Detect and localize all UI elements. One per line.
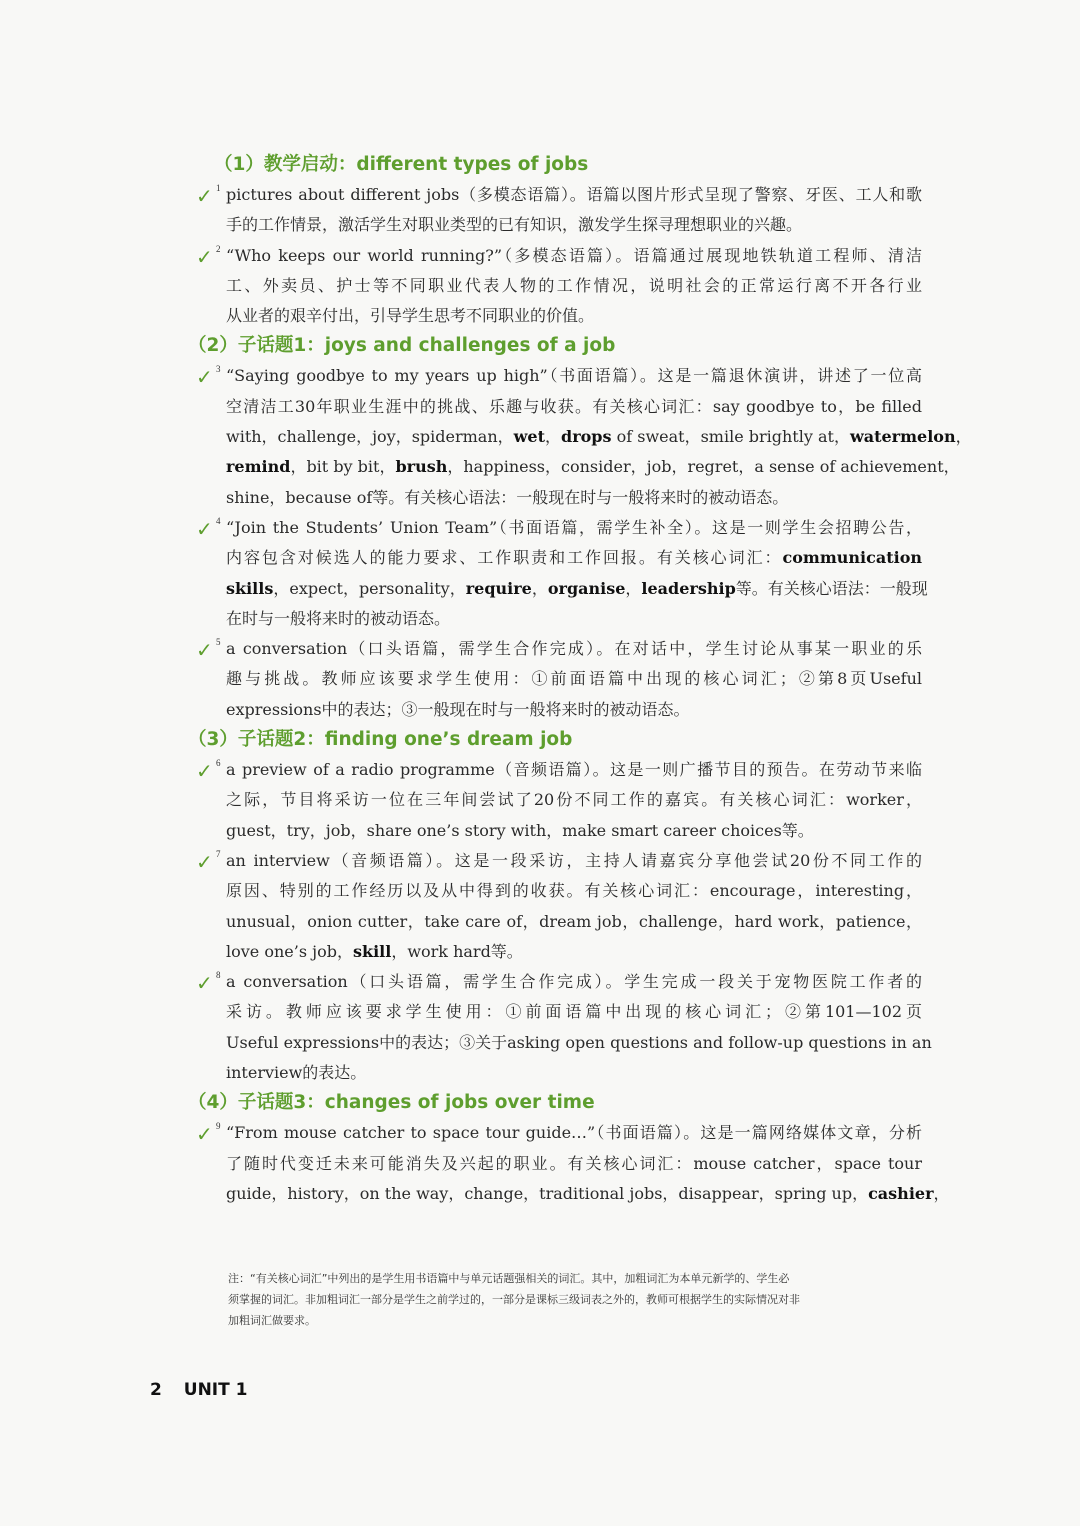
text-line: a conversation（口头语篇，需学生合作完成）。学生完成一段关于宠物医院工作者的 <box>226 972 922 992</box>
list-item <box>188 180 924 241</box>
text-line: Useful expressions中的表达；③关于asking open questions and follow-up questions in an <box>226 1032 932 1052</box>
unit-label: UNIT 1 <box>183 1380 248 1400</box>
item-number: 9 <box>216 1121 221 1132</box>
text-line: guest，try，job，share one’s story with，make smart career choices等。 <box>226 820 814 840</box>
footnote-line: 须掌握的词汇。非加粗词汇一部分是学生之前学过的，一部分是课标三级词表之外的，教师可根据学生的实际情况对非 <box>228 1293 800 1306</box>
text-line: 内容包含对候选人的能力要求、工作职责和工作回报。有关核心词汇：communication <box>226 548 922 568</box>
text-line: 从业者的艰辛付出，引导学生思考不同职业的价值。 <box>226 306 595 326</box>
list-item <box>188 755 924 846</box>
text-line: an interview（音频语篇）。这是一段采访，主持人请嘉宾分享他尝试20份不同工作的 <box>226 850 922 870</box>
list-item <box>188 241 924 332</box>
section-heading: （4）子话题3：changes of jobs over time <box>188 1092 595 1114</box>
text-line: pictures about different jobs（多模态语篇）。语篇以图片形式呈现了警察、牙医、工人和歌 <box>226 185 922 204</box>
checkmark-icon: ✓ 9 <box>196 1121 221 1147</box>
text-line: “Join the Students’ Union Team”（书面语篇，需学生补全）。这是一则学生会招聘公告， <box>226 517 922 537</box>
text-line: a conversation（口头语篇，需学生合作完成）。在对话中，学生讨论从事某一职业的乐 <box>226 639 922 659</box>
page-footer <box>150 1380 247 1400</box>
checkmark-icon: ✓ 3 <box>196 364 221 390</box>
item-number: 5 <box>216 637 221 648</box>
item-number: 7 <box>216 848 221 859</box>
text-line: 空清洁工30年职业生涯中的挑战、乐趣与收获。有关核心词汇：say goodbye to，be filled <box>226 396 922 416</box>
text-line: 采访。教师应该要求学生使用：①前面语篇中出现的核心词汇；②第101—102页 <box>226 1002 922 1022</box>
main-content <box>188 150 972 1209</box>
text-line: shine，because of等。有关核心语法：一般现在时与一般将来时的被动语态。 <box>226 487 789 507</box>
list-item <box>188 1118 950 1209</box>
text-line: unusual，onion cutter，take care of，dream job，challenge，hard work，patience， <box>226 911 923 931</box>
checkmark-icon: ✓ 1 <box>196 183 221 208</box>
text-line: “Who keeps our world running?”（多模态语篇）。语篇通过展现地铁轨道工程师、清洁 <box>226 245 922 265</box>
list-item <box>188 634 924 725</box>
text-line: 工、外卖员、护士等不同职业代表人物的工作情况，说明社会的正常运行离不开各行业 <box>226 275 922 295</box>
text-line: 趣与挑战。教师应该要求学生使用：①前面语篇中出现的核心词汇；②第8页Useful <box>226 669 922 689</box>
text-line: with，challenge，joy，spiderman，wet，drops of sweat，smile brightly at，watermelon， <box>226 427 972 447</box>
section-heading: （3）子话题2：finding one’s dream job <box>188 729 573 751</box>
checkmark-icon: ✓ 2 <box>196 243 221 269</box>
text-line: 之际，节目将采访一位在三年间尝试了20份不同工作的嘉宾。有关核心词汇：worker， <box>226 790 922 810</box>
checkmark-icon: ✓ 7 <box>196 848 221 874</box>
page-number: 2 <box>150 1380 162 1400</box>
text-line: interview的表达。 <box>226 1063 367 1083</box>
list-item <box>188 513 928 634</box>
checkmark-icon: ✓ 4 <box>196 515 221 541</box>
text-line: “Saying goodbye to my years up high”（书面语篇）。这是一篇退休演讲，讲述了一位高 <box>226 366 922 386</box>
text-line: remind，bit by bit，brush，happiness，consider，job，regret，a sense of achievement， <box>226 457 960 477</box>
text-line: a preview of a radio programme（音频语篇）。这是一则广播节目的预告。在劳动节来临 <box>226 760 922 780</box>
checkmark-icon: ✓ 8 <box>196 970 221 996</box>
section-heading: （1）教学启动：different types of jobs <box>214 154 589 175</box>
text-line: expressions中的表达；③一般现在时与一般将来时的被动语态。 <box>226 699 690 719</box>
text-line: 了随时代变迁未来可能消失及兴起的职业。有关核心词汇：mouse catcher，space tour <box>226 1153 922 1173</box>
footnote <box>228 1268 928 1331</box>
text-line: 在时与一般将来时的被动语态。 <box>226 608 451 628</box>
section-heading: （2）子话题1：joys and challenges of a job <box>188 335 616 357</box>
item-number: 4 <box>216 515 221 526</box>
item-number: 3 <box>216 364 221 375</box>
text-line: 手的工作情景，激活学生对职业类型的已有知识，激发学生探寻理想职业的兴趣。 <box>226 215 803 235</box>
list-item <box>188 846 924 967</box>
text-line: love one’s job，skill，work hard等。 <box>226 941 523 961</box>
item-number: 8 <box>216 970 221 981</box>
item-number: 6 <box>216 758 221 769</box>
item-number: 2 <box>216 243 221 254</box>
footnote-line: 加粗词汇做要求。 <box>228 1314 316 1327</box>
footnote-line: 注：“有关核心词汇”中列出的是学生用书语篇中与单元话题强相关的词汇。其中，加粗词汇为本单元新学的、学生必 <box>228 1272 790 1285</box>
item-number: 1 <box>216 183 221 193</box>
text-line: skills，expect，personality，require，organise，leadership等。有关核心语法：一般现 <box>226 578 928 598</box>
list-item <box>188 361 972 512</box>
text-line: “From mouse catcher to space tour guide…”（书面语篇）。这是一篇网络媒体文章，分析 <box>226 1123 922 1143</box>
list-item <box>188 967 932 1088</box>
checkmark-icon: ✓ 6 <box>196 758 221 784</box>
text-line: guide，history，on the way，change，traditional jobs，disappear，spring up，cashier， <box>226 1183 950 1203</box>
text-line: 原因、特别的工作经历以及从中得到的收获。有关核心词汇：encourage，interesting， <box>226 881 922 901</box>
checkmark-icon: ✓ 5 <box>196 637 221 663</box>
